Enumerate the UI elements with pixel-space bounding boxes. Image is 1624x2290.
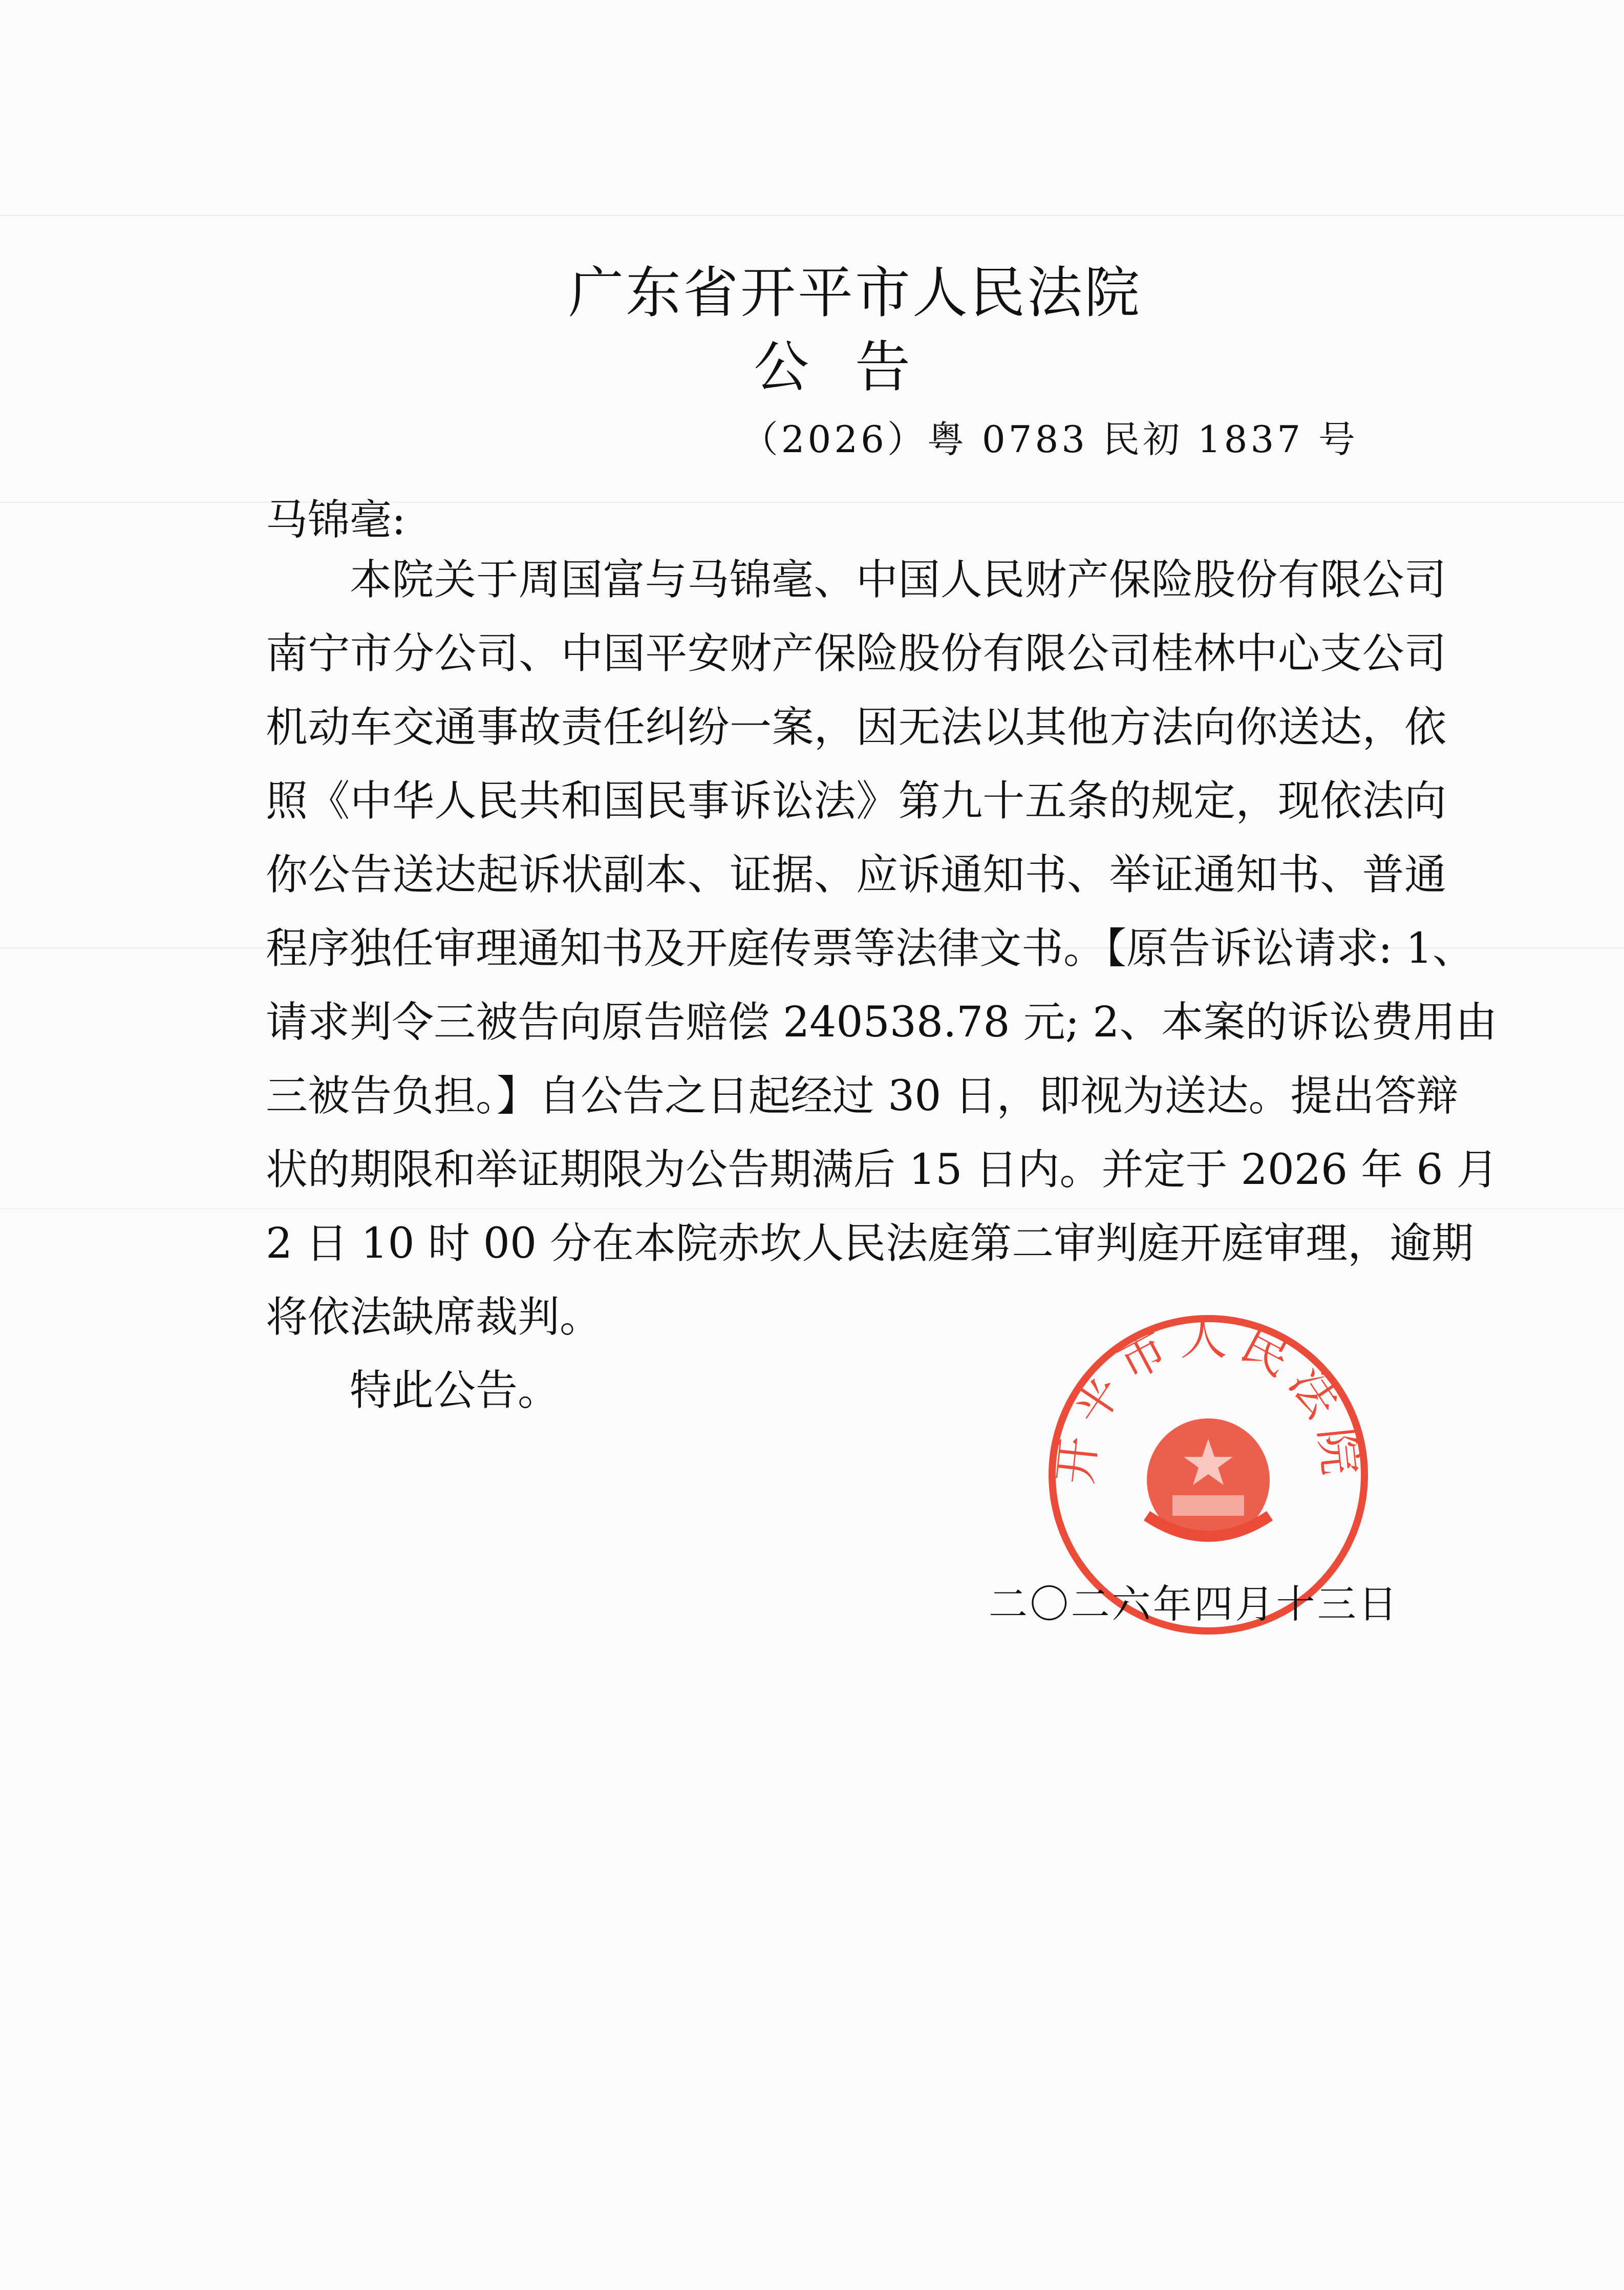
body-line: 南宁市分公司、中国平安财产保险股份有限公司桂林中心支公司 <box>266 629 1446 678</box>
body-line: 程序独任审理通知书及开庭传票等法律文书。【原告诉讼请求: 1、 <box>266 924 1475 973</box>
body-line: 将依法缺席裁判。 <box>266 1293 602 1342</box>
body-line: 请求判令三被告向原告赔偿 240538.78 元; 2、本案的诉讼费用由 <box>266 998 1498 1047</box>
body-line: 状的期限和举证期限为公告期满后 15 日内。并定于 2026 年 6 月 <box>266 1146 1499 1194</box>
seal-text: 开平市人民法院 <box>1047 1311 1370 1487</box>
issue-date: 二〇二六年四月十三日 <box>989 1581 1398 1627</box>
body-line: 本院关于周国富与马锦毫、中国人民财产保险股份有限公司 <box>350 556 1446 604</box>
notice-title: 公告 <box>753 335 956 399</box>
body-line: 照《中华人民共和国民事诉讼法》第九十五条的规定，现依法向 <box>266 777 1446 825</box>
body-line: 三被告负担。】自公告之日起经过 30 日，即视为送达。提出答辩 <box>266 1072 1459 1120</box>
body-line: 机动车交通事故责任纠纷一案，因无法以其他方法向你送达，依 <box>266 703 1446 752</box>
body-line: 2 日 10 时 00 分在本院赤坎人民法庭第二审判庭开庭审理，逾期 <box>266 1219 1474 1268</box>
notice-body <box>266 543 1499 1354</box>
national-emblem-icon <box>1147 1418 1270 1541</box>
addressee: 马锦毫: <box>266 496 406 544</box>
court-name-title: 广东省开平市人民法院 <box>568 261 1142 325</box>
closing-text: 特此公告。 <box>350 1366 560 1415</box>
body-line: 你公告送达起诉状副本、证据、应诉通知书、举证通知书、普通 <box>266 851 1446 899</box>
case-number: （2026）粤 0783 民初 1837 号 <box>741 418 1358 461</box>
